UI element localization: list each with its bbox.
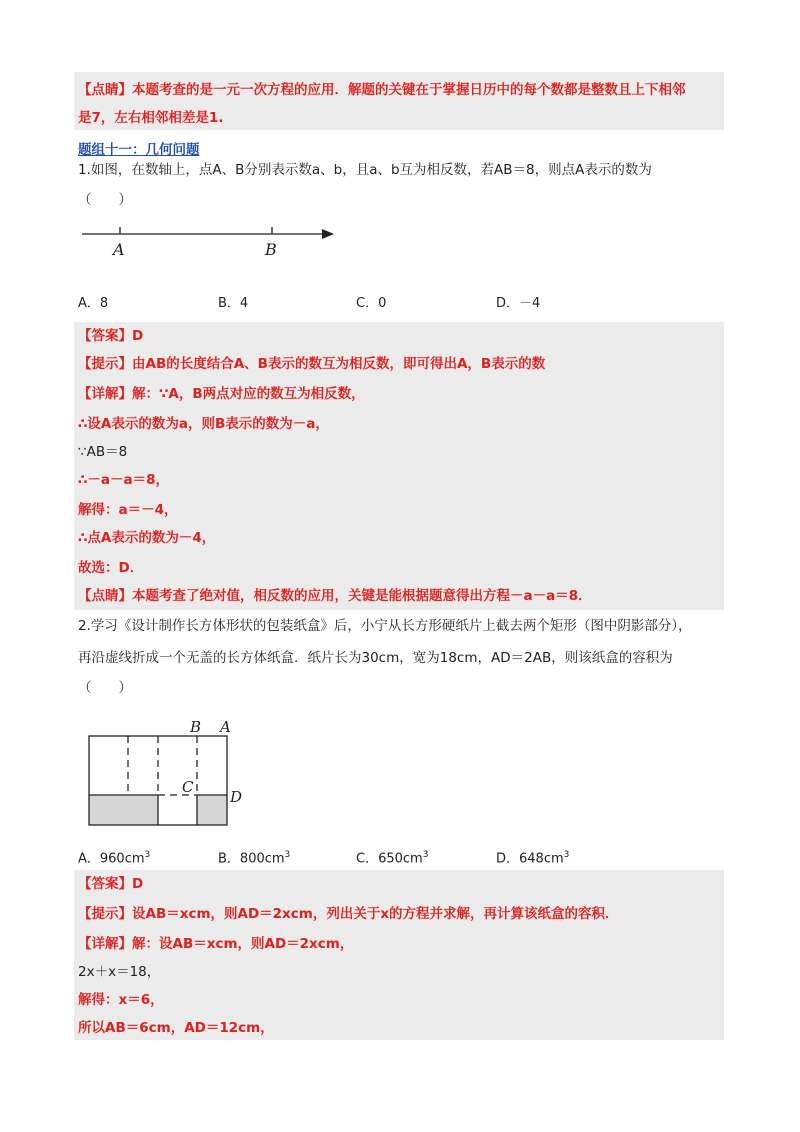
- shade-right: [197, 795, 227, 825]
- q1-detail-5: 解得：a＝－4，: [78, 502, 178, 518]
- paper-box-figure: [80, 712, 260, 832]
- q2-option-c[interactable]: C．$650cm^3$: [356, 850, 429, 867]
- q1-paren: （ ）: [78, 192, 132, 208]
- q1-stem: 1.如图，在数轴上，点A、B分别表示数a、b，且a、b互为相反数，若AB＝8，则点A表示的数为: [78, 162, 652, 178]
- q1-detail-2: ∴设A表示的数为a，则B表示的数为－a，: [78, 416, 329, 432]
- q2-stem-2: 再沿虚线折成一个无盖的长方体纸盒．纸片长为30cm，宽为18cm，AD＝2AB，则该纸盒的容积为: [78, 650, 673, 666]
- number-line-arrow: [322, 229, 334, 239]
- label-b: B: [190, 718, 202, 736]
- q1-option-d[interactable]: D．－4: [496, 296, 541, 311]
- q2-detail-1: 【详解】解：设AB＝xcm，则AD＝2xcm，: [78, 936, 354, 952]
- q1-detail-3: ∵AB＝8: [78, 444, 128, 460]
- q2-option-d[interactable]: D．$648cm^3$: [496, 850, 570, 867]
- q1-note: 【点睛】本题考查了绝对值，相反数的应用，关键是能根据题意得出方程－a－a＝8．: [78, 588, 592, 604]
- q2-option-b[interactable]: B．$800cm^3$: [218, 850, 291, 867]
- note-top-line2: 是7，左右相邻相差是1.: [78, 110, 224, 126]
- q2-detail-2: 2x＋x＝18，: [78, 964, 161, 980]
- q1-detail-7: 故选：D．: [78, 560, 144, 576]
- q2-answer: 【答案】D: [78, 876, 144, 892]
- q1-option-a[interactable]: A．8: [78, 296, 109, 311]
- q1-answer: 【答案】D: [78, 328, 144, 344]
- q2-paren: （ ）: [78, 680, 132, 696]
- q2-hint: 【提示】设AB＝xcm，则AD＝2xcm，列出关于x的方程并求解，再计算该纸盒的容积．: [78, 906, 619, 922]
- label-a: A: [113, 240, 125, 259]
- note-top-line1: 【点睛】本题考查的是一元一次方程的应用．解题的关键在于掌握日历中的每个数都是整数且上下相邻: [78, 82, 686, 98]
- q2-detail-4: 所以AB＝6cm，AD＝12cm，: [78, 1020, 274, 1036]
- q2-detail-3: 解得：x＝6，: [78, 992, 164, 1008]
- q1-detail-1: 【详解】解：∵A，B两点对应的数互为相反数，: [78, 386, 365, 402]
- q1-option-c[interactable]: C．0: [356, 296, 387, 311]
- label-b: B: [265, 240, 277, 259]
- q1-hint: 【提示】由AB的长度结合A、B表示的数互为相反数，即可得出A，B表示的数: [78, 356, 546, 372]
- number-line-figure: [78, 222, 338, 262]
- label-a: A: [220, 718, 231, 736]
- shade-left: [89, 795, 158, 825]
- q1-option-b[interactable]: B．4: [218, 296, 249, 311]
- q1-detail-6: ∴点A表示的数为－4，: [78, 530, 216, 546]
- label-c: C: [182, 778, 194, 796]
- label-d: D: [230, 788, 243, 806]
- q2-solution-box: [74, 870, 724, 1040]
- q2-stem-1: 2.学习《设计制作长方体形状的包装纸盒》后，小宁从长方形硬纸片上截去两个矩形（图中阴影部分），: [78, 618, 692, 634]
- q2-option-a[interactable]: A．$960cm^3$: [78, 850, 151, 867]
- section-title: 题组十一：几何问题: [78, 142, 200, 158]
- q1-detail-4: ∴－a－a＝8，: [78, 472, 170, 488]
